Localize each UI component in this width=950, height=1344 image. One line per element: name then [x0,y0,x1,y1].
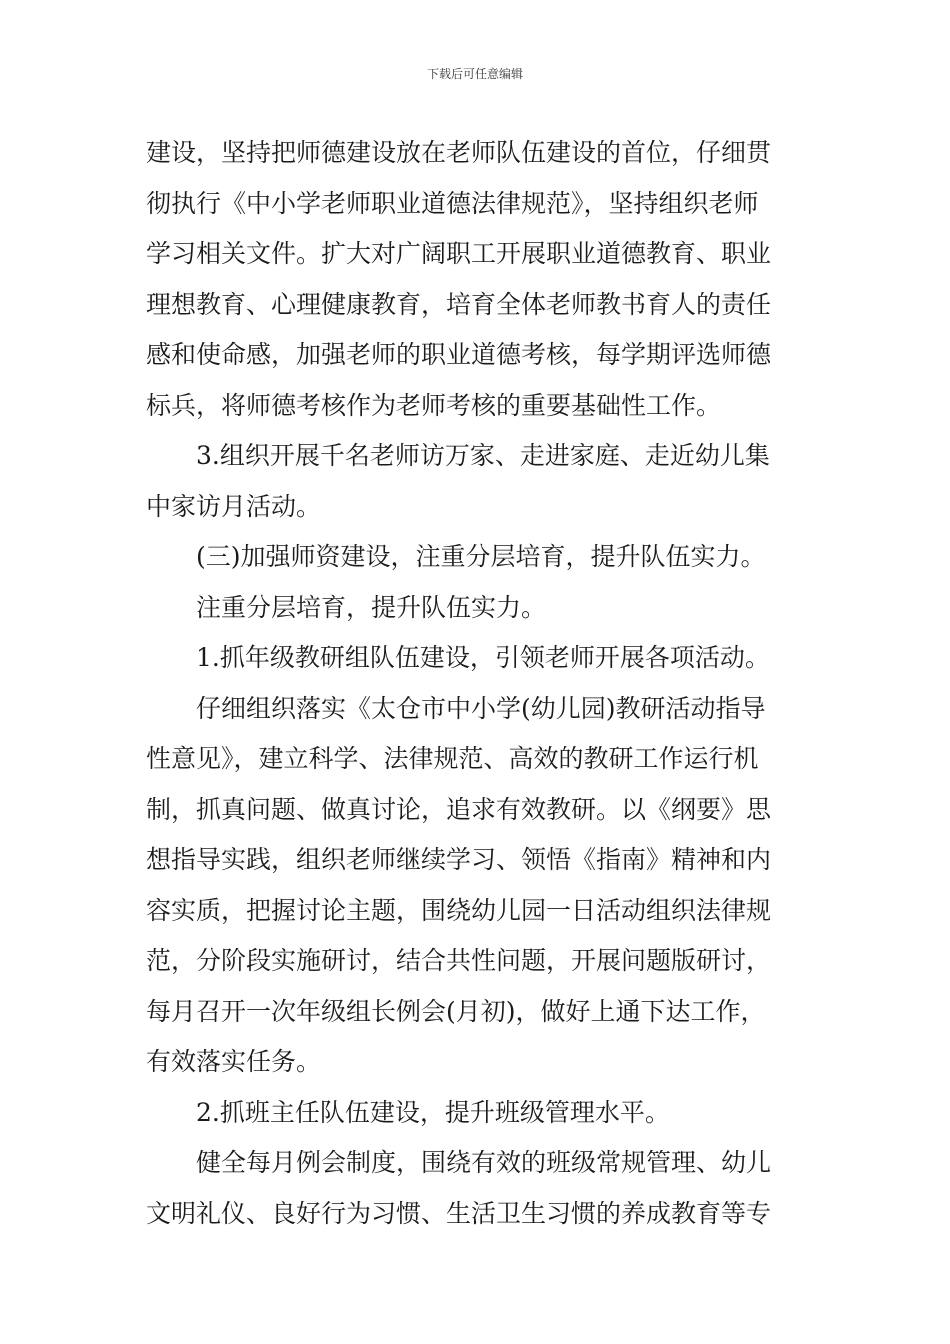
text-line: 仔细组织落实《太仓市中小学(幼儿园)教研活动指导 [196,693,766,723]
text-line: 彻执行《中小学老师职业道德法律规范》，坚持组织老师 [146,188,759,218]
document-body [146,128,810,1239]
text-line: 有效落实任务。 [146,1047,322,1076]
text-line: 健全每月例会制度，围绕有效的班级常规管理、幼儿 [196,1148,772,1177]
text-line: 建设，坚持把师德建设放在老师队伍建设的首位，仔细贯 [146,138,772,167]
text-line: 理想教育、心理健康教育，培育全体老师教书育人的责任 [146,289,772,319]
text-line: 容实质，把握讨论主题，围绕幼儿园一日活动组织法律规 [146,895,772,925]
text-line: 标兵，将师德考核作为老师考核的重要基础性工作。 [146,390,722,420]
text-line: 学习相关文件。扩大对广阔职工开展职业道德教育、职业 [146,239,772,268]
text-line: 范，分阶段实施研讨，结合共性问题，开展问题版研讨， [146,946,772,975]
text-line: 3.组织开展千名老师访万家、走进家庭、走近幼儿集 [196,441,770,470]
text-line: 中家访月活动。 [146,491,322,521]
text-line: 制，抓真问题、做真讨论，追求有效教研。以《纲要》思 [146,794,772,824]
page-header-note: 下载后可任意编辑 [426,67,523,81]
text-line: 想指导实践，组织老师继续学习、领悟《指南》精神和内 [146,845,772,874]
text-line: 文明礼仪、良好行为习惯、生活卫生习惯的养成教育等专 [146,1198,772,1228]
text-line: 1.抓年级教研组队伍建设，引领老师开展各项活动。 [196,643,770,672]
text-line: 2.抓班主任队伍建设，提升班级管理水平。 [196,1097,670,1127]
text-line: 性意见》，建立科学、法律规范、高效的教研工作运行机 [146,744,759,773]
text-line: 感和使命感，加强老师的职业道德考核，每学期评选师德 [146,340,772,369]
text-line: 每月召开一次年级组长例会(月初)，做好上通下达工作， [146,996,766,1026]
text-line: 注重分层培育，提升队伍实力。 [196,592,547,622]
text-line: (三)加强师资建设，注重分层培育，提升队伍实力。 [196,542,766,571]
